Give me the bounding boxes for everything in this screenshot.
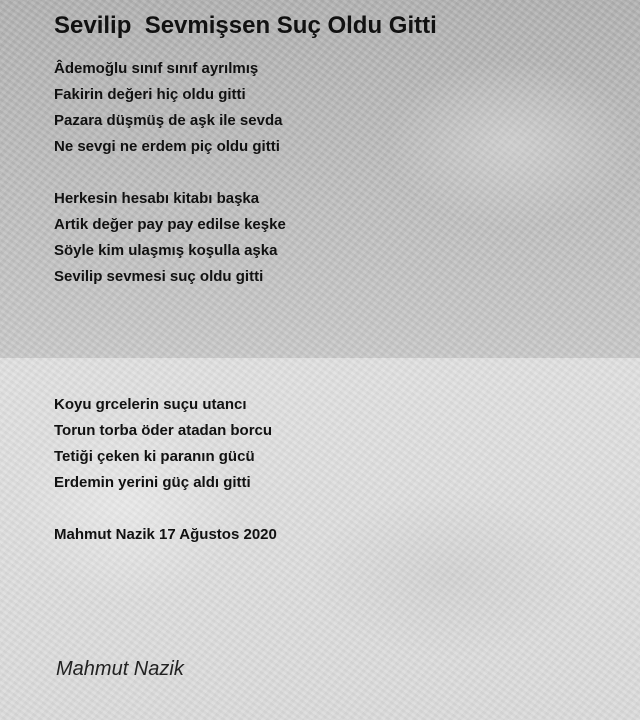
stanza-2 [54,186,624,290]
poem-line: Söyle kim ulaşmış koşulla aşka [54,242,278,259]
poem-line: Torun torba öder atadan borcu [54,422,273,439]
poem-body [54,10,624,548]
stanza-gap [54,160,624,186]
poem-line: Tetiği çeken ki paranın gücü [54,448,255,465]
poem-line: Artik değer pay pay edilse keşke [54,216,286,233]
poem-line: Sevilip sevmesi suç oldu gitti [54,268,264,285]
poem-title: Sevilip Sevmişsen Suç Oldu Gitti [54,12,437,39]
poem-line: Herkesin hesabı kitabı başka [54,190,260,207]
stanza-3 [54,392,624,496]
stanza-1 [54,56,624,160]
poem-line: Koyu grcelerin suçu utancı [54,396,247,413]
author-signature: Mahmut Nazik [56,658,184,680]
poem-line: Pazara düşmüş de aşk ile sevda [54,112,283,129]
poem-byline: Mahmut Nazik 17 Ağustos 2020 [54,526,277,543]
stanza-gap [54,290,624,392]
poem-line: Ne sevgi ne erdem piç oldu gitti [54,138,280,155]
poem-line: Fakirin değeri hiç oldu gitti [54,86,246,103]
poem-line: Âdemoğlu sınıf sınıf ayrılmış [54,60,259,77]
stanza-gap [54,496,624,522]
poem-line: Erdemin yerini güç aldı gitti [54,474,251,491]
